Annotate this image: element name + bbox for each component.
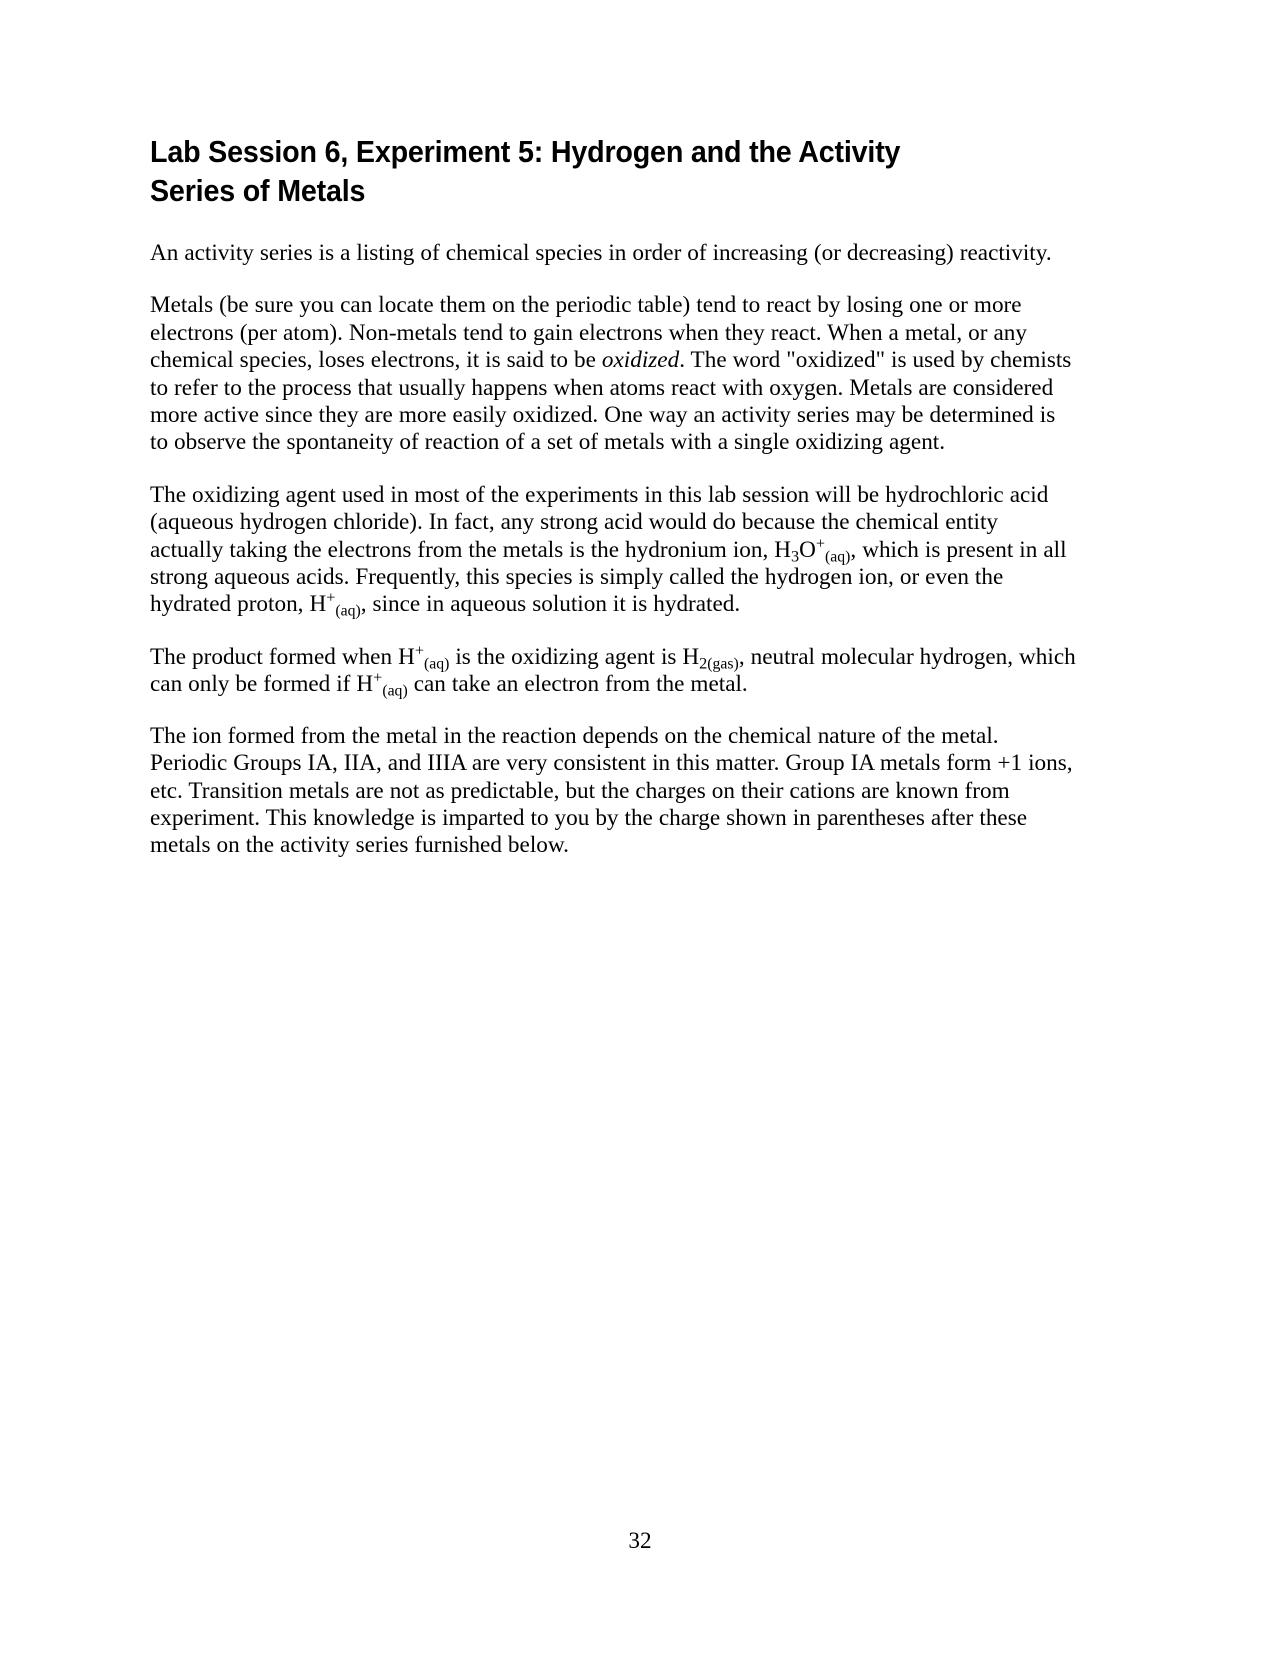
- formula-hydrogen-gas-h: H: [682, 643, 700, 670]
- paragraph-4: [150, 641, 1076, 700]
- paragraph-1-text: An activity series is a listing of chemical species in order of increasing (or decreasing) reactivity.: [150, 240, 1052, 266]
- formula-hydronium-charge: +: [815, 534, 826, 553]
- formula-proton-2-charge: +: [414, 641, 424, 660]
- paragraph-2-text-b: . The word "oxidized" is used by chemists to refer to the process that usually happens when atoms react with oxygen. Metals are considered more active since they are more easily oxidized. One way an activity series may be determined is to observe the spontaneity of reaction of a set of metals with a single oxidizing agent.: [150, 347, 1072, 456]
- title-spacer: [150, 211, 1076, 240]
- paragraph-3: [150, 482, 1076, 619]
- formula-proton-3-h: H: [356, 671, 374, 698]
- paragraph-4-text-d: can take an electron from the metal.: [407, 671, 748, 698]
- formula-proton-3-state: (aq): [382, 683, 408, 700]
- paragraph-spacer-1: [150, 267, 1076, 292]
- formula-proton-1: [309, 589, 361, 621]
- formula-proton-1-h: H: [309, 591, 327, 618]
- formula-proton-1-state: (aq): [335, 603, 361, 621]
- formula-proton-2-h: H: [398, 643, 415, 670]
- formula-hydronium-h: H: [774, 536, 791, 563]
- page-number: 32: [628, 1528, 652, 1554]
- paragraph-2-text-a: Metals (be sure you can locate them on the periodic table) tend to react by losing one or more electrons (per atom). Non-metals tend to gain electrons when they react. When a metal, or any chemical species, loses electrons, it is said to be: [150, 292, 1027, 374]
- paragraph-3-text-a: The oxidizing agent used in most of the experiments in this lab session will be hydrochloric acid (aqueous hydrogen chloride). In fact, any strong acid would do because the chemical entity actually taking the electrons from the metals is the hydronium ion,: [150, 481, 1049, 563]
- formula-hydronium-ion: [774, 534, 851, 566]
- formula-proton-1-charge: +: [326, 589, 336, 608]
- paragraph-5: [150, 723, 1076, 860]
- page-title: [150, 133, 977, 211]
- paragraph-4-text-c: , neutral molecular hydrogen, which can only be formed if: [150, 643, 1076, 698]
- paragraph-4-text-a: The product formed when: [150, 643, 399, 670]
- formula-proton-2: [398, 641, 450, 673]
- formula-hydronium-subscript-3: 3: [791, 547, 800, 566]
- emphasis-oxidized: oxidized: [601, 347, 680, 374]
- formula-hydronium-o: O: [799, 536, 816, 563]
- formula-hydrogen-gas-state: (gas): [707, 655, 739, 673]
- page-title-line-1: Lab Session 6, Experiment 5: Hydrogen and the Activity: [150, 135, 901, 169]
- paragraph-1: [150, 240, 1076, 267]
- formula-proton-2-state: (aq): [423, 655, 450, 673]
- paragraph-3-text-b: , which is present in all strong aqueous acids. Frequently, this species is simply called the hydrogen ion, or even the hydrated proton,: [150, 536, 1067, 618]
- page-title-line-2: Series of Metals: [150, 174, 366, 208]
- paragraph-4-text-b: is the oxidizing agent is: [449, 643, 683, 670]
- paragraph-3-text-c: , since in aqueous solution it is hydrated.: [360, 591, 741, 618]
- formula-hydrogen-gas-subscript-2: 2: [699, 654, 708, 673]
- formula-proton-3-charge: +: [373, 668, 383, 687]
- paragraph-spacer-4: [150, 699, 1076, 723]
- paragraph-5-text: The ion formed from the metal in the reaction depends on the chemical nature of the metal. Periodic Groups IA, IIA, and IIIA are very consistent in this matter. Group IA metals form +1 ions, etc. Transition metals are not as predictable, but the charges on their cations are known from experiment. This knowledge is imparted to you by the charge shown in parentheses after these metals on the activity series furnished below.: [150, 722, 1073, 859]
- paragraph-spacer-3: [150, 619, 1076, 644]
- document-content: [150, 133, 1076, 860]
- paragraph-spacer-2: [150, 457, 1076, 482]
- formula-proton-3: [356, 668, 408, 700]
- formula-hydrogen-gas: [682, 643, 739, 673]
- paragraph-2: [150, 292, 1076, 456]
- formula-hydronium-state: (aq): [825, 548, 851, 566]
